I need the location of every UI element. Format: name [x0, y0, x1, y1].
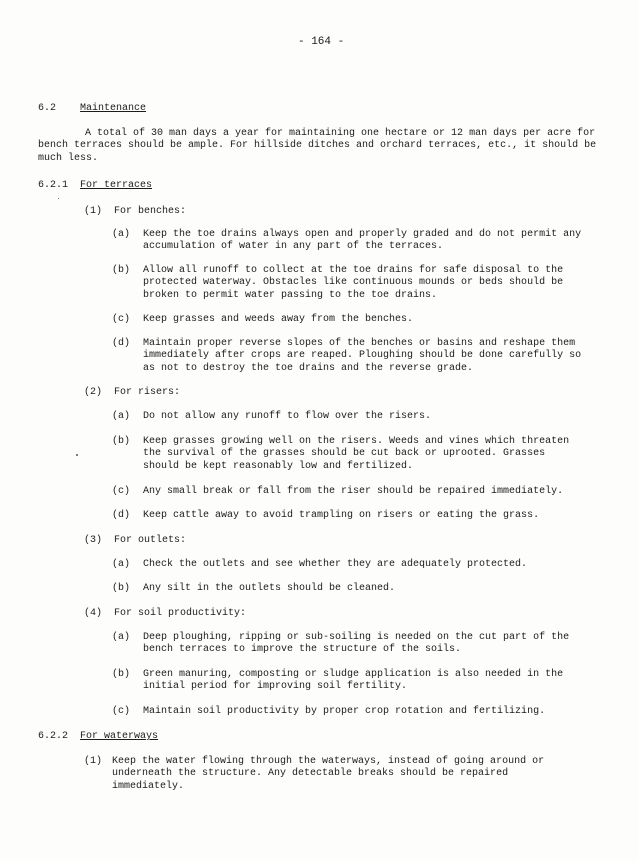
section-heading [38, 103, 146, 115]
subsection-title: For terraces [80, 180, 153, 191]
soil-c-text: Maintain soil productivity by proper crop rotation and fertilizing. [143, 706, 546, 717]
outlets-b-text: Any silt in the outlets should be cleaned. [143, 583, 396, 594]
subsection-number: 6.2.1 [38, 180, 69, 191]
risers-c-mark: (c) [112, 486, 131, 497]
outlets-heading: (3) For outlets: [84, 535, 187, 546]
outlets-a-text: Check the outlets and see whether they are adequately protected. [143, 559, 528, 570]
outlets-b-mark: (b) [112, 583, 131, 594]
soil-heading: (4) For soil productivity: [84, 608, 247, 619]
intro-text: A total of 30 man days a year for maintaining one hectare or 12 man days per acre for bench terraces should be ample. For hillside ditches and orchard terraces, etc., it should be much less. [38, 128, 597, 164]
benches-a-mark: (a) [112, 229, 131, 240]
scan-speck [76, 454, 78, 456]
waterways-1-text: Keep the water flowing through the waterways, instead of going around or underneath the structure. Any detectable breaks should be repaired immediately. [112, 756, 545, 792]
benches-d-text: Maintain proper reverse slopes of the benches or basins and reshape them immediately after crops are reaped. Ploughing should be done carefully so as not to destroy the toe drains and the reverse grade. [143, 338, 582, 374]
section-number: 6.2 [38, 103, 57, 114]
soil-c-mark: (c) [112, 706, 131, 717]
section-title: Maintenance [80, 103, 147, 114]
benches-b-mark: (b) [112, 265, 131, 276]
risers-c-text: Any small break or fall from the riser should be repaired immediately. [143, 486, 564, 497]
risers-d-text: Keep cattle away to avoid trampling on risers or eating the grass. [143, 510, 540, 521]
risers-b-mark: (b) [112, 436, 131, 447]
subsection-heading-waterways [38, 731, 158, 743]
waterways-1-mark: (1) [84, 756, 103, 767]
page-number: - 164 - [298, 36, 345, 48]
benches-b-text: Allow all runoff to collect at the toe drains for safe disposal to the protected waterway. Obstacles like continuous mounds or beds should be broken to permit water passing to the toe drains. [143, 265, 564, 301]
risers-d-mark: (d) [112, 510, 131, 521]
risers-b-text: Keep grasses growing well on the risers. Weeds and vines which threaten the survival of the grasses should be cut back or uprooted. Grasses should be kept reasonably low and fertilized. [143, 436, 570, 472]
soil-b-text: Green manuring, composting or sludge application is also needed in the initial period for improving soil fertility. [143, 669, 564, 693]
benches-a-text: Keep the toe drains always open and properly graded and do not permit any accumulation of water in any part of the terraces. [143, 229, 582, 253]
benches-d-mark: (d) [112, 338, 131, 349]
subsection-title: For waterways [80, 731, 159, 742]
intro-paragraph [38, 128, 598, 165]
benches-c-mark: (c) [112, 314, 131, 325]
subsection-number: 6.2.2 [38, 731, 69, 742]
outlets-a-mark: (a) [112, 559, 131, 570]
soil-b-mark: (b) [112, 669, 131, 680]
scan-speck [58, 198, 59, 199]
benches-c-text: Keep grasses and weeds away from the benches. [143, 314, 414, 325]
risers-a-text: Do not allow any runoff to flow over the risers. [143, 411, 432, 422]
soil-a-text: Deep ploughing, ripping or sub-soiling is needed on the cut part of the bench terraces to improve the structure of the soils. [143, 632, 570, 656]
subsection-heading-terraces [38, 180, 152, 192]
soil-a-mark: (a) [112, 632, 131, 643]
benches-heading: (1) For benches: [84, 206, 187, 217]
risers-heading: (2) For risers: [84, 387, 181, 398]
risers-a-mark: (a) [112, 411, 131, 422]
